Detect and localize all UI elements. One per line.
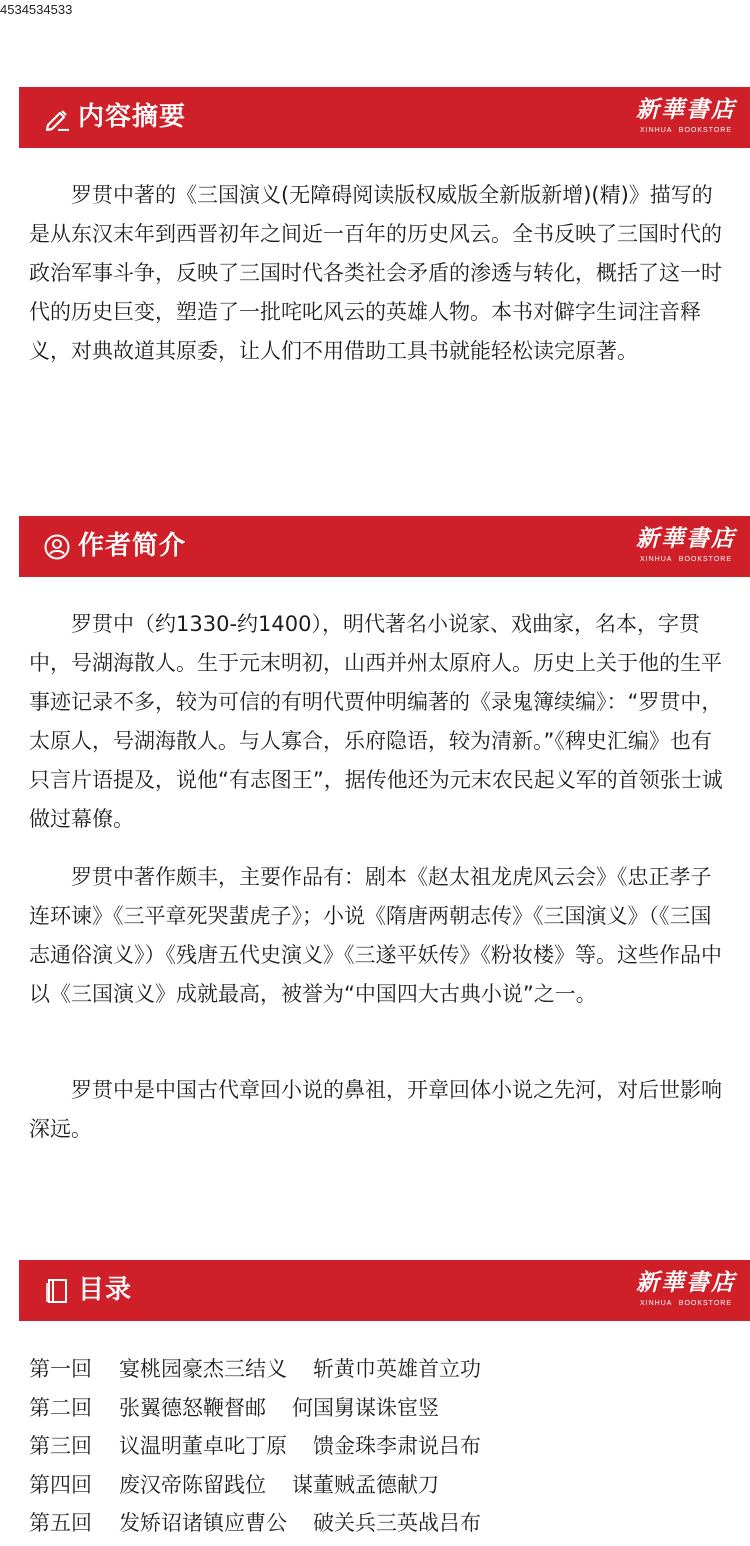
author-paragraph-1: 罗贯中（约1330-约1400），明代著名小说家、戏曲家，名本，字贯中，号湖海散人。生于元末明初，山西并州太原府人。历史上关于他的生平事迹记录不多，较为可信的有明代贾仲明编著的《录鬼簿续编》：“罗贯中，太原人，号湖海散人。与人寡合，乐府隐语，较为清新。”《稗史汇编》也有只言片语提及，说他“有志图王”，据传他还为元末农民起义军的首领张士诚做过幕僚。 [29,612,723,831]
toc-item: 第一回 宴桃园豪杰三结义 斩黄巾英雄首立功 [29,1357,481,1381]
author-header-banner [19,516,750,577]
toc-list [29,1350,729,1543]
summary-title: 内容摘要 [78,102,187,132]
author-paragraph-2: 罗贯中著作颇丰，主要作品有：剧本《赵太祖龙虎风云会》《忠正孝子连环谏》《三平章死哭蜚虎子》；小说《隋唐两朝志传》《三国演义》（《三国志通俗演义》）《残唐五代史演义》《三遂平妖传》《粉妆楼》等。这些作品中以《三国演义》成就最高，被誉为“中国四大古典小说”之一。 [29,865,722,1006]
toc-item: 第三回 议温明董卓叱丁原 馈金珠李肃说吕布 [29,1434,481,1458]
page-code-text: 4534534533 [0,2,73,17]
author-title: 作者简介 [78,531,187,561]
summary-paragraph: 罗贯中著的《三国演义(无障碍阅读版权威版全新版新增)(精)》描写的是从东汉末年到西晋初年之间近一百年的历史风云。全书反映了三国时代的政治军事斗争，反映了三国时代各类社会矛盾的渗透与转化，概括了这一时代的历史巨变，塑造了一批咤叱风云的英雄人物。本书对僻字生词注音释义，对典故道其原委，让人们不用借助工具书就能轻松读完原著。 [29,183,722,363]
xinhua-logo: 新華書店 XINHUA BOOKSTORE [636,96,736,134]
user-icon [44,534,70,560]
toc-item: 第四回 废汉帝陈留践位 谋董贼孟德献刀 [29,1472,439,1497]
xinhua-logo: 新華書店 XINHUA BOOKSTORE [636,525,736,563]
book-icon [44,1278,70,1304]
pencil-icon [44,105,70,131]
toc-title: 目录 [78,1275,133,1305]
toc-header-banner [19,1260,750,1321]
toc-item: 第五回 发矫诏诸镇应曹公 破关兵三英战吕布 [29,1511,481,1535]
summary-header-banner [19,87,750,148]
xinhua-logo: 新華書店 XINHUA BOOKSTORE [636,1269,736,1307]
author-paragraph-3: 罗贯中是中国古代章回小说的鼻祖，开章回体小说之先河，对后世影响深远。 [29,1078,722,1141]
toc-item: 第二回 张翼德怒鞭督邮 何国舅谋诛宦竖 [29,1395,439,1420]
